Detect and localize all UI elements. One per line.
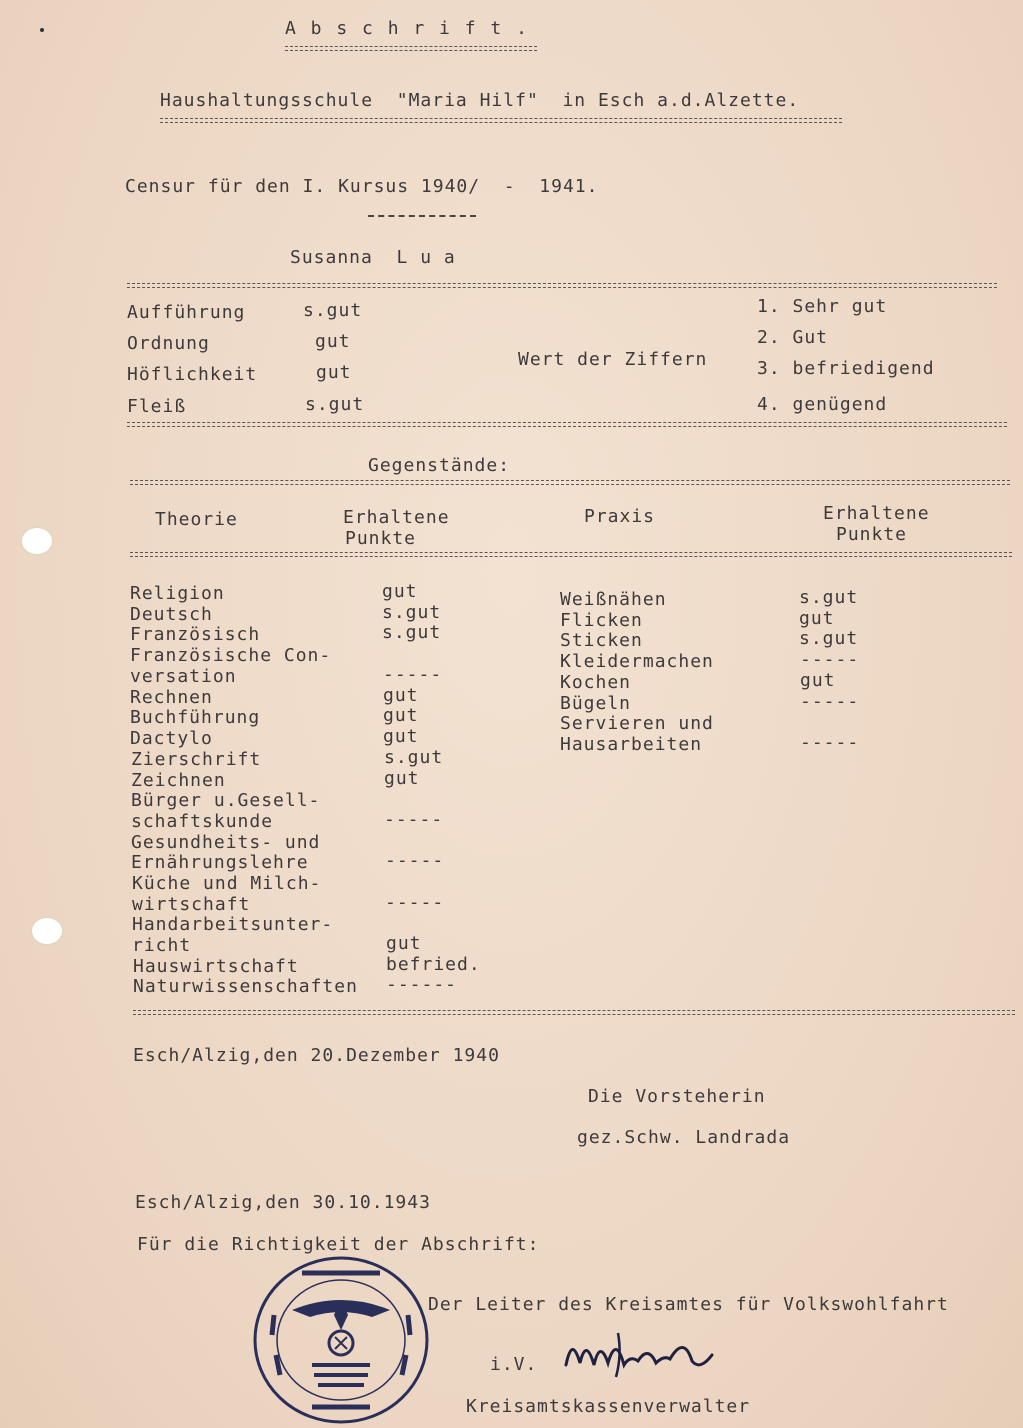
scale-item: 4. genügend <box>757 394 888 415</box>
scale-item: 2. Gut <box>757 327 829 348</box>
subject-grade: ----- <box>800 691 860 712</box>
signatory-name: gez.Schw. Landrada <box>577 1127 791 1148</box>
punch-hole <box>32 918 62 944</box>
subject-grade: gut <box>800 670 836 691</box>
subject-grade: gut <box>383 705 419 726</box>
subject-label: Handarbeitsunter- <box>132 914 334 935</box>
punch-hole <box>22 528 52 554</box>
document-title: A b s c h r i f t . <box>285 18 529 39</box>
subject-label: Deutsch <box>130 604 213 625</box>
signatory-role: Die Vorsteherin <box>588 1086 766 1107</box>
subject-label: Bürger u.Gesell- <box>131 790 321 811</box>
subject-label: Sticken <box>560 630 643 651</box>
subject-label: Naturwissenschaften <box>133 976 358 997</box>
conduct-label: Aufführung <box>127 302 246 323</box>
subject-grade: s.gut <box>382 622 442 643</box>
subject-label: Küche und Milch- <box>132 873 322 894</box>
subject-label: Hauswirtschaft <box>133 956 299 977</box>
conduct-grade: s.gut <box>305 394 365 415</box>
officer-role: Kreisamtskassenverwalter <box>466 1396 751 1417</box>
copy-date: Esch/Alzig,den 30.10.1943 <box>135 1192 431 1213</box>
subject-label: richt <box>132 935 192 956</box>
subject-grade: gut <box>383 726 419 747</box>
census-underline <box>368 215 476 217</box>
subject-label: Flicken <box>560 610 643 631</box>
student-name: Susanna L u a <box>290 247 456 268</box>
conduct-label: Ordnung <box>127 333 210 354</box>
subject-label: Hausarbeiten <box>560 734 703 755</box>
subject-label: Religion <box>130 583 225 604</box>
office-title: Der Leiter des Kreisamtes für Volkswohlfahrt <box>428 1294 949 1315</box>
conduct-top-rule <box>127 283 997 289</box>
subjects-header-rule <box>130 552 1012 558</box>
subject-label: Rechnen <box>130 687 213 708</box>
conduct-label: Höflichkeit <box>127 364 258 385</box>
subject-grade: ----- <box>383 664 443 685</box>
conduct-grade: s.gut <box>303 300 363 321</box>
title-underline <box>285 46 537 52</box>
subject-grade: gut <box>382 581 418 602</box>
col-header-points: Erhaltene <box>343 507 450 528</box>
col-header-points: Punkte <box>836 524 908 545</box>
subject-label: versation <box>130 666 237 687</box>
subject-grade: s.gut <box>799 628 859 649</box>
subject-label: Buchführung <box>130 707 261 728</box>
col-header-points: Erhaltene <box>823 503 930 524</box>
subject-label: wirtschaft <box>132 894 251 915</box>
handwritten-signature <box>558 1325 718 1385</box>
subjects-heading: Gegenstände: <box>368 455 511 476</box>
subject-grade: ------ <box>386 974 458 995</box>
subject-label: Gesundheits- und <box>131 832 321 853</box>
col-header-practice: Praxis <box>584 506 656 527</box>
scale-item: 1. Sehr gut <box>757 296 888 317</box>
census-line: Censur für den I. Kursus 1940/ - 1941. <box>125 176 599 197</box>
subject-label: Kochen <box>560 672 632 693</box>
subject-grade: befried. <box>386 954 481 975</box>
ink-dot <box>40 28 44 32</box>
subject-grade: gut <box>384 768 420 789</box>
subject-label: Französisch <box>130 624 261 645</box>
conduct-grade: gut <box>316 362 352 383</box>
subject-grade: s.gut <box>384 747 444 768</box>
scale-item: 3. befriedigend <box>757 358 935 379</box>
official-stamp <box>252 1255 430 1425</box>
iv-label: i.V. <box>490 1354 538 1375</box>
subject-label: Französische Con- <box>130 645 332 666</box>
subject-grade: s.gut <box>799 587 859 608</box>
subject-grade: ----- <box>384 809 444 830</box>
issue-date: Esch/Alzig,den 20.Dezember 1940 <box>133 1045 500 1066</box>
subjects-top-rule <box>130 480 1010 486</box>
certification-text: Für die Richtigkeit der Abschrift: <box>137 1234 540 1255</box>
subject-grade: gut <box>383 685 419 706</box>
conduct-bottom-rule <box>127 422 1007 428</box>
conduct-grade: gut <box>315 331 351 352</box>
subject-label: Weißnähen <box>560 589 667 610</box>
subject-grade: ----- <box>385 892 445 913</box>
subjects-bottom-rule <box>133 1010 1015 1016</box>
subject-grade: ----- <box>800 732 860 753</box>
subject-label: Bügeln <box>560 693 632 714</box>
subject-label: Kleidermachen <box>560 651 714 672</box>
school-name: Haushaltungsschule "Maria Hilf" in Esch a.d.Alzette. <box>160 90 800 111</box>
subject-grade: ----- <box>385 850 445 871</box>
school-underline <box>160 118 842 124</box>
subject-label: Zierschrift <box>131 749 262 770</box>
subject-label: schaftskunde <box>131 811 274 832</box>
subject-label: Ernährungslehre <box>131 852 309 873</box>
subject-grade: ----- <box>800 649 860 670</box>
col-header-points: Punkte <box>345 528 417 549</box>
scale-label: Wert der Ziffern <box>518 349 708 370</box>
conduct-label: Fleiß <box>127 396 187 417</box>
subject-grade: gut <box>799 608 835 629</box>
subject-label: Servieren und <box>560 713 714 734</box>
subject-grade: gut <box>386 933 422 954</box>
col-header-theory: Theorie <box>155 509 238 530</box>
subject-label: Dactylo <box>130 728 213 749</box>
subject-label: Zeichnen <box>131 770 226 791</box>
subject-grade: s.gut <box>382 602 442 623</box>
